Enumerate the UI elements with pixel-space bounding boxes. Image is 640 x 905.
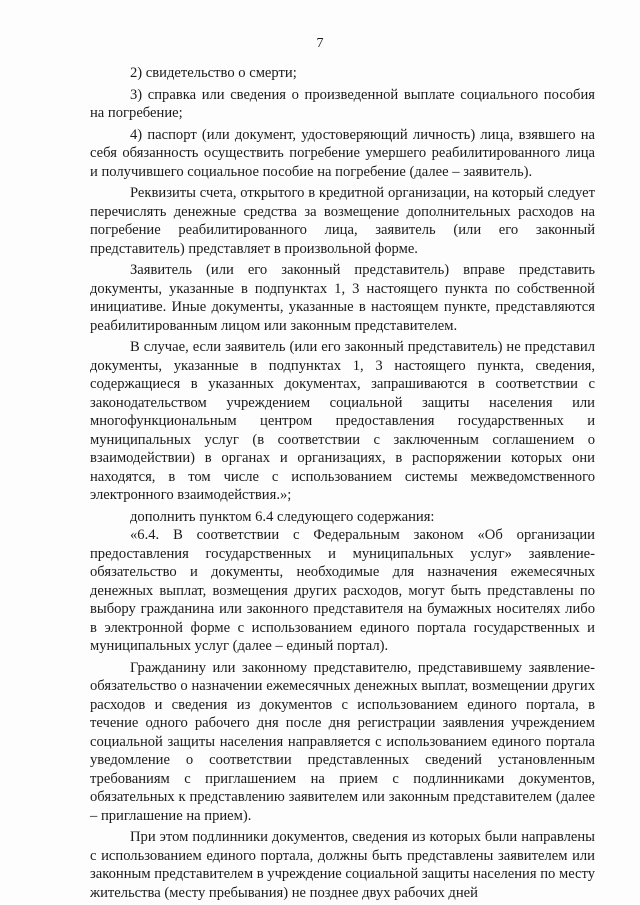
paragraph-applicant-passport: 4) паспорт (или документ, удостоверяющий личность) лица, взявшего на себя обязанность осуществить погребение умершего реабилитированного лица и получившего социальное пособие на погребение (далее – заявитель).: [90, 126, 595, 180]
page-number: 7: [316, 36, 324, 51]
paragraph-death-certificate: 2) свидетельство о смерти;: [130, 65, 297, 81]
paragraph-original-documents: При этом подлинники документов, сведения из которых были направлены с использованием единого портала, должны быть представлены заявителем или законным представителем в учреждение социальной защиты населения по месту жительства (месту пребывания) не позднее двух рабочих дней: [90, 829, 595, 901]
paragraph-add-clause-6-4: дополнить пунктом 6.4 следующего содержания:: [130, 508, 435, 525]
paragraph-bank-account-details: Реквизиты счета, открытого в кредитной организации, на который следует перечислять денежные средства за возмещение дополнительных расходов на погребение реабилитированного лица, заявитель (или его законный представитель) представляет в произвольной форме.: [90, 185, 595, 257]
paragraph-clause-6-4: «6.4. В соответствии с Федеральным законом «Об организации предоставления государственных и муниципальных услуг» заявление-обязательство и документы, необходимые для назначения ежемесячных денежных выплат, возмещения других расходов, могут быть представлены по выбору гражданина или законного представителя на бумажных носителях либо в электронной форме с использованием единого портала государственных и муниципальных услуг (далее – единый портал).: [90, 527, 595, 654]
document-body: [90, 64, 595, 905]
paragraph-applicant-right-to-submit: Заявитель (или его законный представитель) вправе представить документы, указанные в подпунктах 1, 3 настоящего пункта по собственной инициативе. Иные документы, указанные в настоящем пункте, представляются реабилитированным лицом или законным представителем.: [90, 262, 595, 334]
paragraph-interagency-request: В случае, если заявитель (или его законный представитель) не представил документы, указанные в подпунктах 1, 3 настоящего пункта, сведения, содержащиеся в указанных документах, запрашиваются в соответствии с законодательством учреждением социальной защиты населения или многофункциональным центром предоставления государственных и муниципальных услуг (в соответствии с заключенным соглашением о взаимодействии) в органах и организациях, в распоряжении которых они находятся, в том числе с использованием системы межведомственного электронного взаимодействия.»;: [90, 339, 595, 503]
paragraph-burial-allowance-certificate: 3) справка или сведения о произведенной выплате социального пособия на погребение;: [90, 86, 595, 121]
paragraph-portal-notification: Гражданину или законному представителю, представившему заявление-обязательство о назначении ежемесячных денежных выплат, возмещении других расходов и сведения из документов с использованием единого портала, в течение одного рабочего дня после дня регистрации заявления учреждением социальной защиты населения направляется с использованием единого портала уведомление о соответствии представленных сведений установленным требованиям с приглашением на прием с подлинниками документов, обязательных к представлению заявителем или законным представителем (далее – приглашение на прием).: [90, 659, 595, 824]
